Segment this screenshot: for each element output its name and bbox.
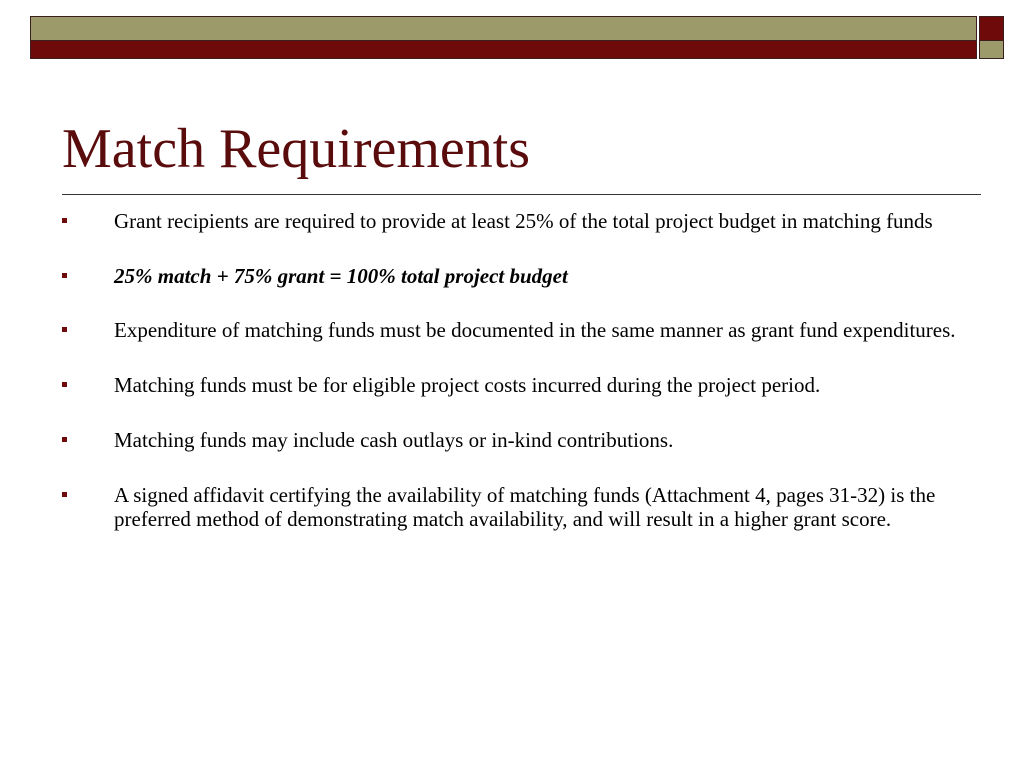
header-bar-olive (30, 16, 977, 41)
square-bullet-icon (62, 437, 67, 442)
slide-title: Match Requirements (62, 118, 531, 180)
bullet-list (0, 209, 1024, 562)
title-divider (62, 194, 981, 195)
bullet-item (0, 373, 1024, 397)
bullet-text: A signed affidavit certifying the availability of matching funds (Attachment 4, pages 31-32) is the preferred method of demonstrating match availability, and will result in a higher grant score. (114, 483, 936, 531)
bullet-text-emphasis: 25% match + 75% grant = 100% total project budget (114, 264, 568, 288)
bullet-text: Expenditure of matching funds must be documented in the same manner as grant fund expenditures. (114, 318, 956, 342)
bullet-text: Matching funds must be for eligible project costs incurred during the project period. (114, 373, 821, 397)
header-bar-maroon (30, 41, 977, 59)
bullet-item (0, 428, 1024, 452)
bullet-item (0, 264, 1024, 288)
bullet-text: Matching funds may include cash outlays or in-kind contributions. (114, 428, 674, 452)
header-square-maroon (979, 16, 1004, 41)
square-bullet-icon (62, 327, 67, 332)
bullet-text: Grant recipients are required to provide at least 25% of the total project budget in matching funds (114, 209, 933, 233)
bullet-item (0, 209, 1024, 233)
square-bullet-icon (62, 273, 67, 278)
bullet-item (0, 483, 1024, 531)
square-bullet-icon (62, 382, 67, 387)
square-bullet-icon (62, 492, 67, 497)
square-bullet-icon (62, 218, 67, 223)
header-square-olive (979, 41, 1004, 59)
bullet-item (0, 318, 1024, 342)
